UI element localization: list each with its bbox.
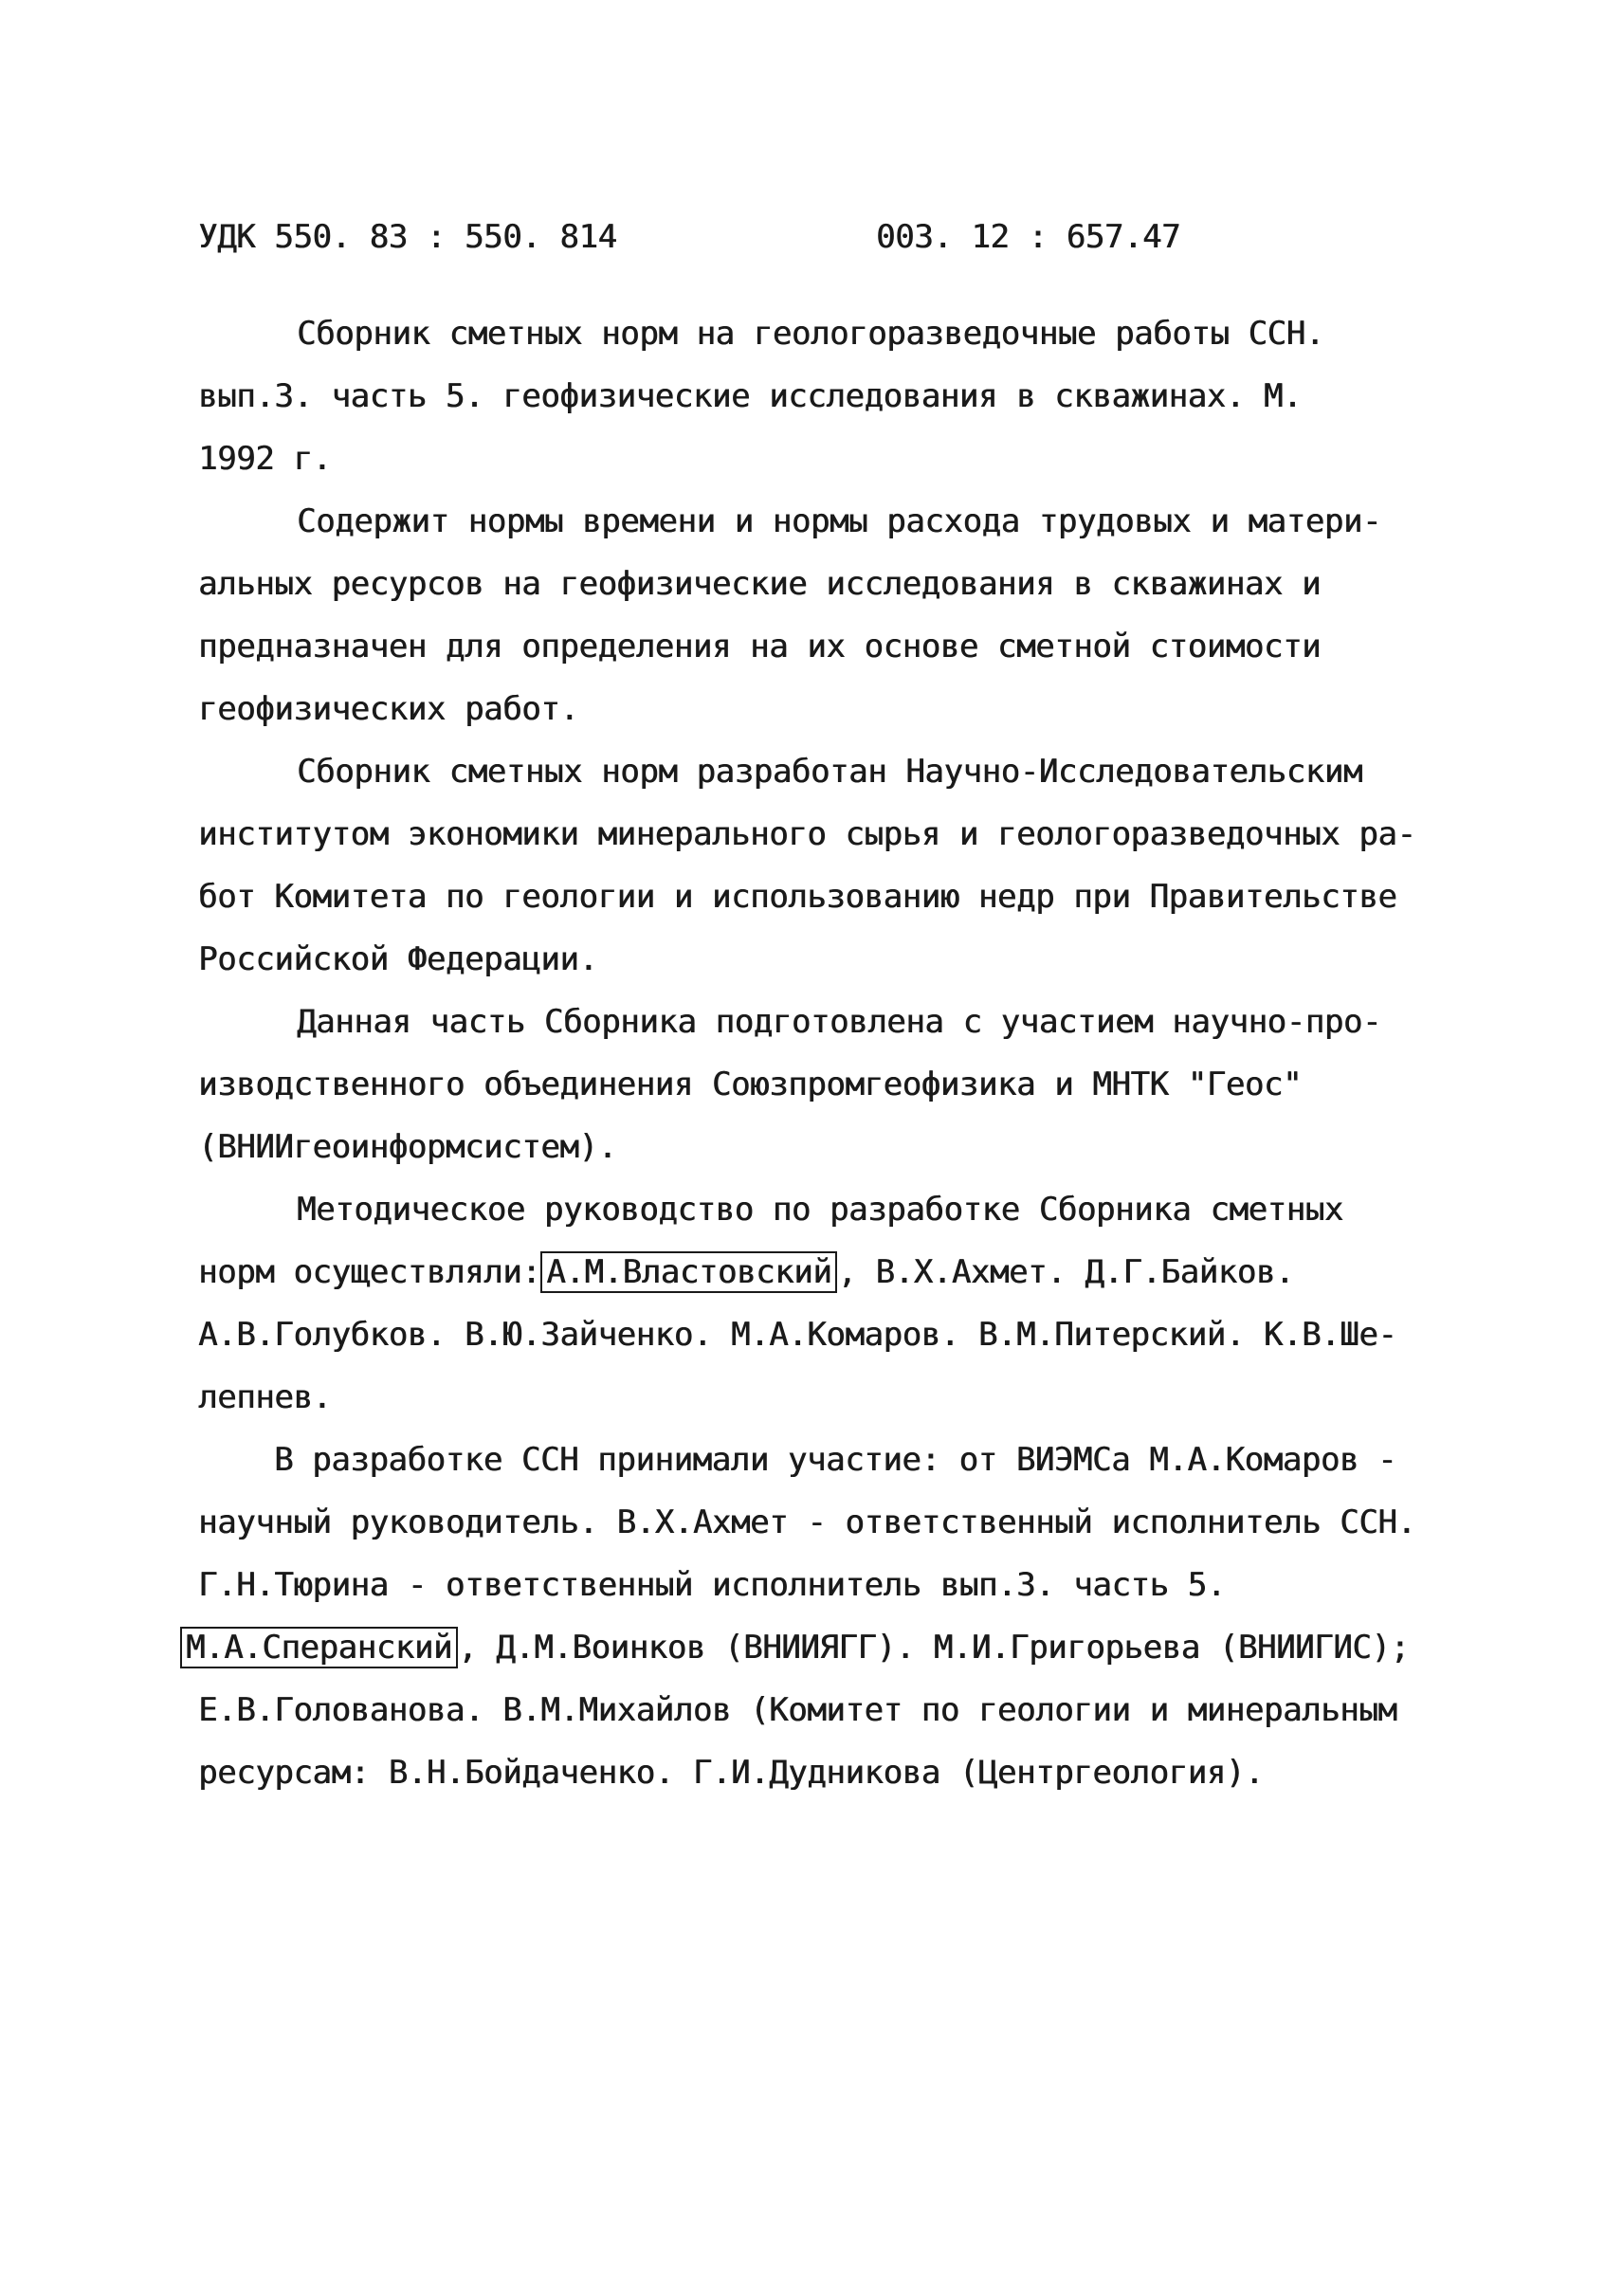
boxed-name-vlastovsky: А.М.Властовский (540, 1251, 837, 1293)
p4-line-1: Данная часть Сборника подготовлена с участием научно-про- (297, 1003, 1381, 1041)
p5-line-4: лепнев. (198, 1378, 332, 1416)
p6-line-5: Е.В.Голованова. В.М.Михайлов (Комитет по геологии и минеральным (198, 1691, 1397, 1729)
boxed-name-speransky: М.А.Сперанский (180, 1627, 458, 1668)
p2-line-4: геофизических работ. (198, 690, 579, 728)
p1-line-1: Сборник сметных норм на геологоразведочные работы ССН. (297, 315, 1324, 353)
p3-line-3: бот Комитета по геологии и использованию недр при Правительстве (198, 878, 1397, 916)
p4-line-2: изводственного объединения Союзпромгеофизика и МНТК "Геос" (198, 1066, 1303, 1103)
udc-code-left: УДК 550. 83 : 550. 814 (198, 218, 617, 256)
p6-line-4-rest: , Д.М.Воинков (ВНИИЯГГ). М.И.Григорьева (ВНИИГИС); (457, 1629, 1410, 1667)
p4-line-3: (ВНИИгеоинформсистем). (198, 1128, 617, 1166)
p3-line-4: Российской Федерации. (198, 940, 598, 978)
udc-code-right: 003. 12 : 657.47 (876, 218, 1181, 256)
p5-line-1: Методическое руководство по разработке Сборника сметных (297, 1191, 1343, 1229)
p2-line-2: альных ресурсов на геофизические исследования в скважинах и (198, 565, 1322, 603)
p2-line-1: Содержит нормы времени и нормы расхода трудовых и матери- (297, 502, 1381, 540)
p6-line-1: В разработке ССН принимали участие: от ВИЭМСа М.А.Комаров - (274, 1441, 1397, 1479)
p3-line-2: институтом экономики минерального сырья и геологоразведочных ра- (198, 815, 1416, 853)
p6-line-2: научный руководитель. В.Х.Ахмет - ответственный исполнитель ССН. (198, 1503, 1416, 1541)
p6-line-4 (180, 1627, 1409, 1668)
p5-line-2-rest: , В.Х.Ахмет. Д.Г.Байков. (837, 1253, 1294, 1291)
p6-line-6: ресурсам: В.Н.Бойдаченко. Г.И.Дудникова (Центргеология). (198, 1754, 1264, 1792)
p3-line-1: Сборник сметных норм разработан Научно-Исследовательским (297, 753, 1362, 791)
p5-line-2 (198, 1251, 1294, 1293)
p5-line-3: А.В.Голубков. В.Ю.Зайченко. М.А.Комаров. В.М.Питерский. К.В.Ше- (198, 1316, 1397, 1354)
p6-line-3: Г.Н.Тюрина - ответственный исполнитель вып.3. часть 5. (198, 1566, 1226, 1604)
p1-line-3: 1992 г. (198, 440, 332, 478)
p2-line-3: предназначен для определения на их основе сметной стоимости (198, 628, 1322, 665)
p1-line-2: вып.3. часть 5. геофизические исследования в скважинах. М. (198, 377, 1303, 415)
p5-line-2-text: норм осуществляли: (198, 1253, 541, 1291)
